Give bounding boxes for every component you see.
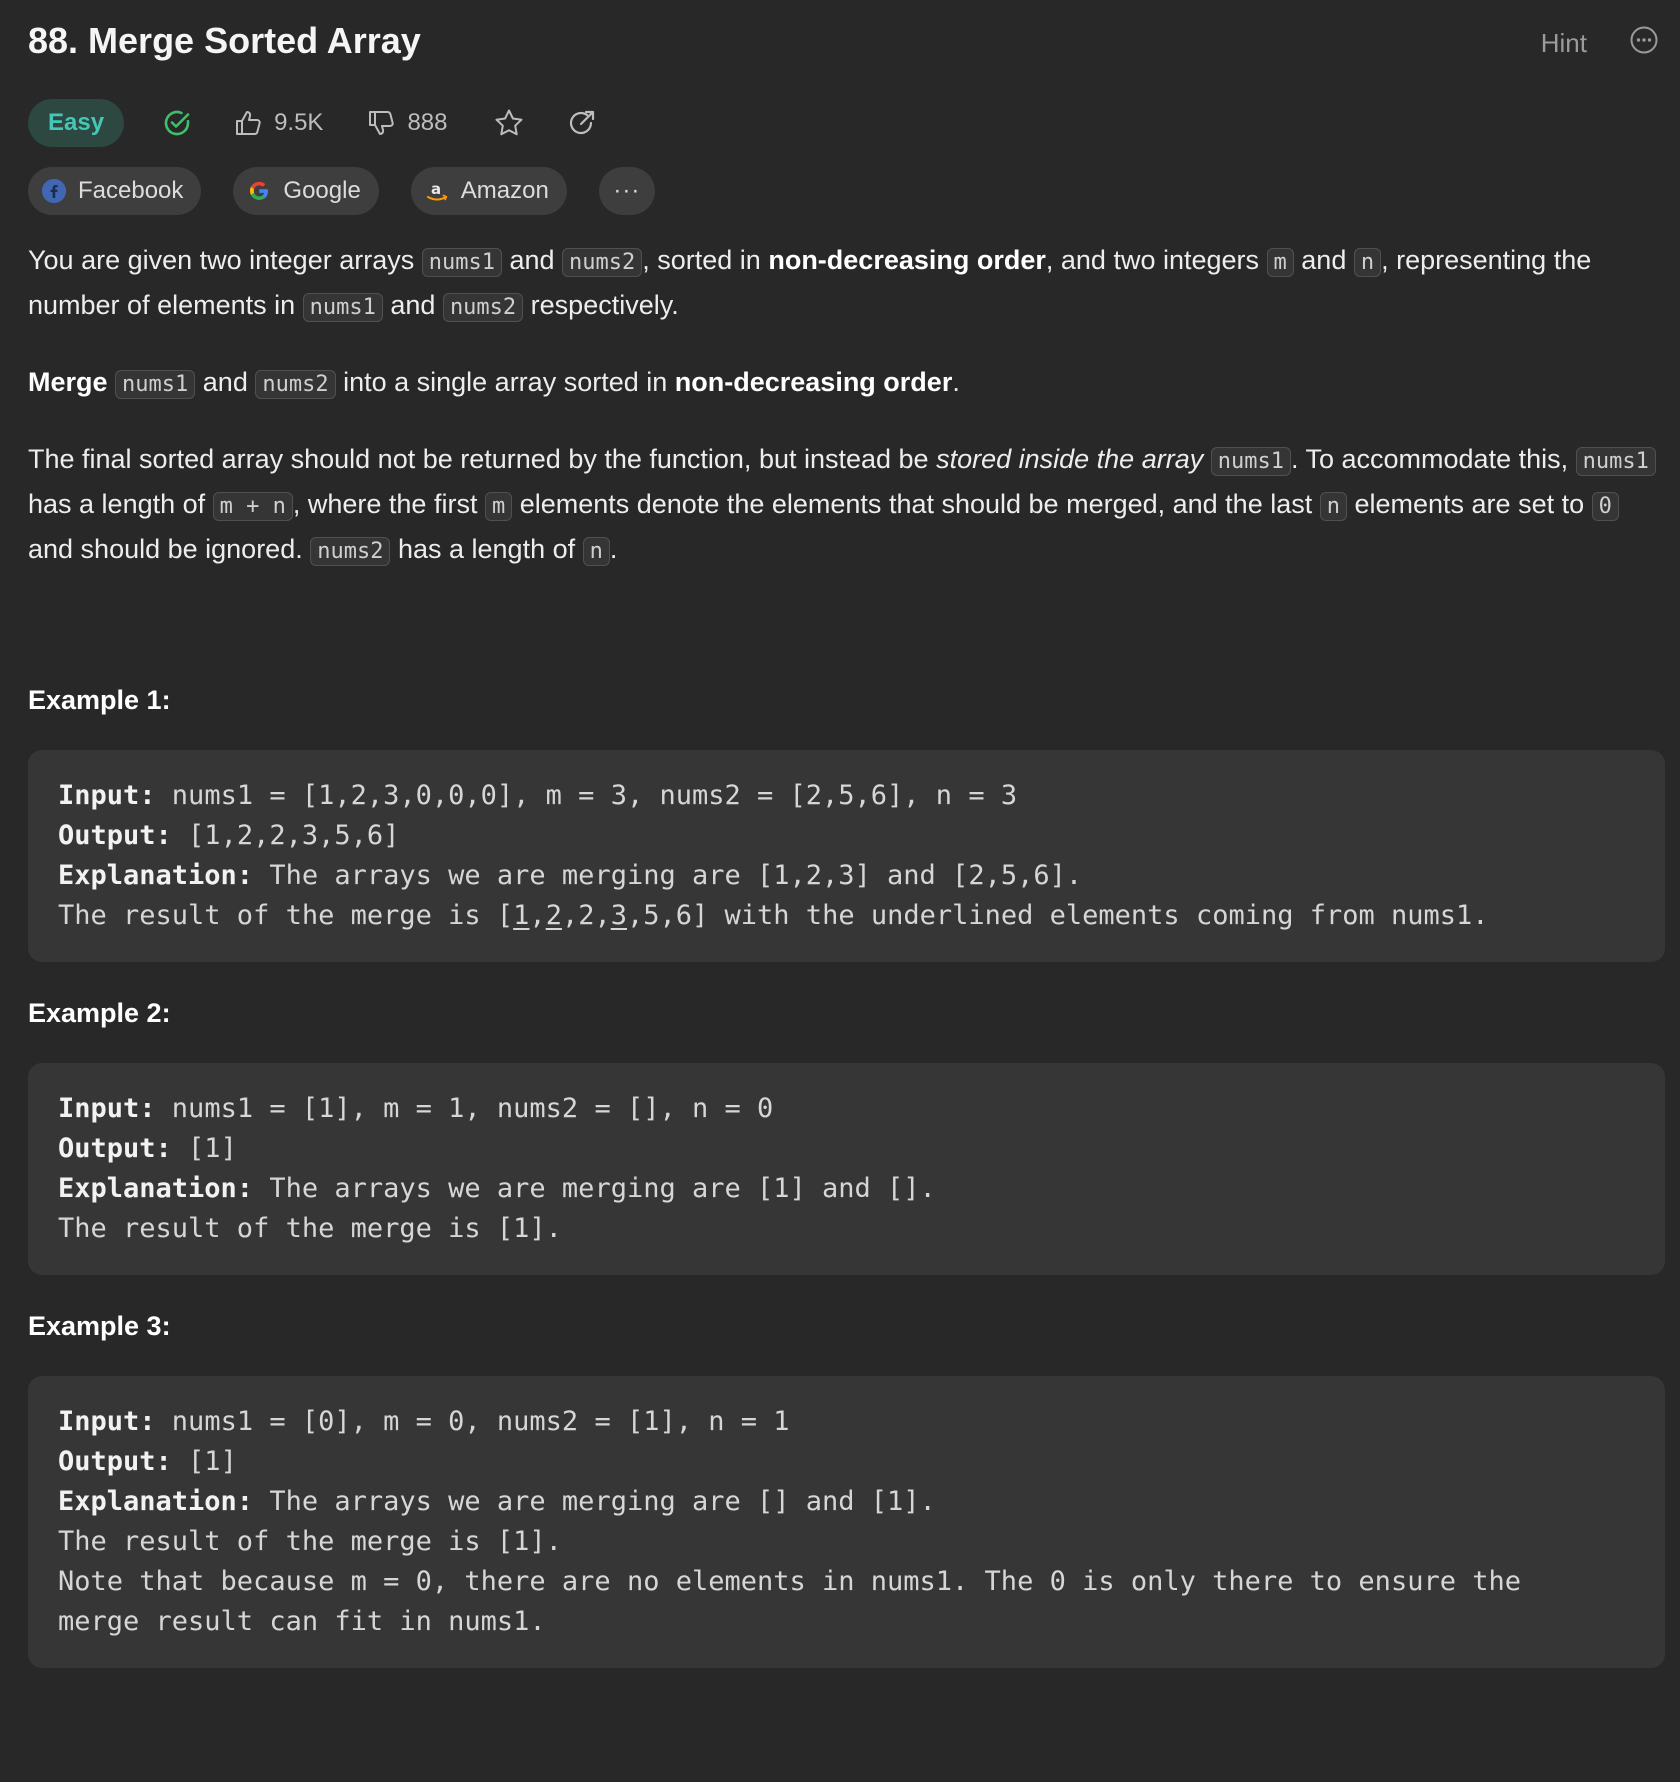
- google-icon: [247, 179, 271, 203]
- company-name: Amazon: [460, 177, 549, 204]
- company-name: Google: [283, 177, 361, 204]
- svg-text:a: a: [430, 180, 441, 198]
- company-tags: [28, 167, 1665, 215]
- hint-button[interactable]: Hint: [1540, 28, 1587, 58]
- thumbs-up-icon: [234, 108, 264, 138]
- star-icon: [493, 107, 525, 139]
- dislike-count: 888: [407, 109, 448, 136]
- example-3-title: Example 3:: [28, 1311, 171, 1341]
- inline-code: nums1: [115, 370, 195, 399]
- inline-code: m: [485, 492, 512, 521]
- facebook-icon: [42, 179, 66, 203]
- problem-title[interactable]: 88. Merge Sorted Array: [28, 20, 421, 61]
- description-paragraph-3: The final sorted array should not be returned by the function, but instead be stored inside the array nums1 . To accommodate this, nums1 has a length of m + n , where the first m elements denote the elements that should be merged, and the last n elements are set to 0 and should be ignored. nums2 has a length of n .: [28, 438, 1665, 573]
- inline-code: n: [583, 537, 610, 566]
- share-button[interactable]: [567, 108, 597, 138]
- inline-code: nums2: [562, 248, 642, 277]
- inline-code: nums2: [255, 370, 335, 399]
- company-tag-google[interactable]: [233, 167, 378, 215]
- inline-code: nums1: [303, 293, 383, 322]
- example-1-title: Example 1:: [28, 685, 171, 715]
- amazon-icon: [425, 179, 449, 203]
- inline-code: n: [1354, 248, 1381, 277]
- dislike-button[interactable]: [367, 108, 447, 138]
- inline-code: nums1: [1211, 447, 1291, 476]
- inline-code: nums1: [1576, 447, 1656, 476]
- inline-code: nums1: [422, 248, 502, 277]
- stats-row: [28, 95, 1665, 151]
- company-name: Facebook: [78, 177, 184, 204]
- company-tag-amazon[interactable]: [411, 167, 567, 215]
- solved-check-icon: [162, 108, 192, 138]
- favorite-button[interactable]: [493, 107, 525, 139]
- more-companies-button[interactable]: ···: [599, 167, 655, 215]
- inline-code: m + n: [213, 492, 293, 521]
- inline-code: m: [1267, 248, 1294, 277]
- inline-code: n: [1320, 492, 1347, 521]
- more-options-icon[interactable]: [1630, 26, 1658, 54]
- difficulty-badge: Easy: [28, 99, 124, 147]
- description-paragraph-1: You are given two integer arrays nums1 and nums2 , sorted in non-decreasing order, and two integers m and n , representing the number of elements in nums1 and nums2 respectively.: [28, 245, 1592, 320]
- description-paragraph-2: Merge nums1 and nums2 into a single array sorted in non-decreasing order.: [28, 367, 960, 397]
- share-icon: [567, 108, 597, 138]
- example-2-box: Input: nums1 = [1], m = 1, nums2 = [], n = 0 Output: [1] Explanation: The arrays we are merging are [1] and []. The result of the merge is [1].: [28, 1063, 1665, 1275]
- thumbs-down-icon: [367, 108, 397, 138]
- title-row: [28, 0, 1665, 90]
- like-button[interactable]: [234, 108, 323, 138]
- inline-code: 0: [1592, 492, 1619, 521]
- like-count: 9.5K: [274, 109, 324, 136]
- example-3-box: Input: nums1 = [0], m = 0, nums2 = [1], n = 1 Output: [1] Explanation: The arrays we are merging are [] and [1]. The result of the merge is [1]. Note that because m = 0, there are no elements in nums1. The 0 is only there to ensure the merge result can fit in nums1.: [28, 1376, 1665, 1668]
- example-1-box: Input: nums1 = [1,2,3,0,0,0], m = 3, nums2 = [2,5,6], n = 3 Output: [1,2,2,3,5,6] Explanation: The arrays we are merging are [1,2,3] and [2,5,6]. The result of the merge is [1,2,2,3,5,6] with the underlined elements coming from nums1.: [28, 750, 1665, 962]
- inline-code: nums2: [310, 537, 390, 566]
- solved-status: [162, 108, 192, 138]
- company-tag-facebook[interactable]: [28, 167, 201, 215]
- example-2-title: Example 2:: [28, 998, 171, 1028]
- inline-code: nums2: [443, 293, 523, 322]
